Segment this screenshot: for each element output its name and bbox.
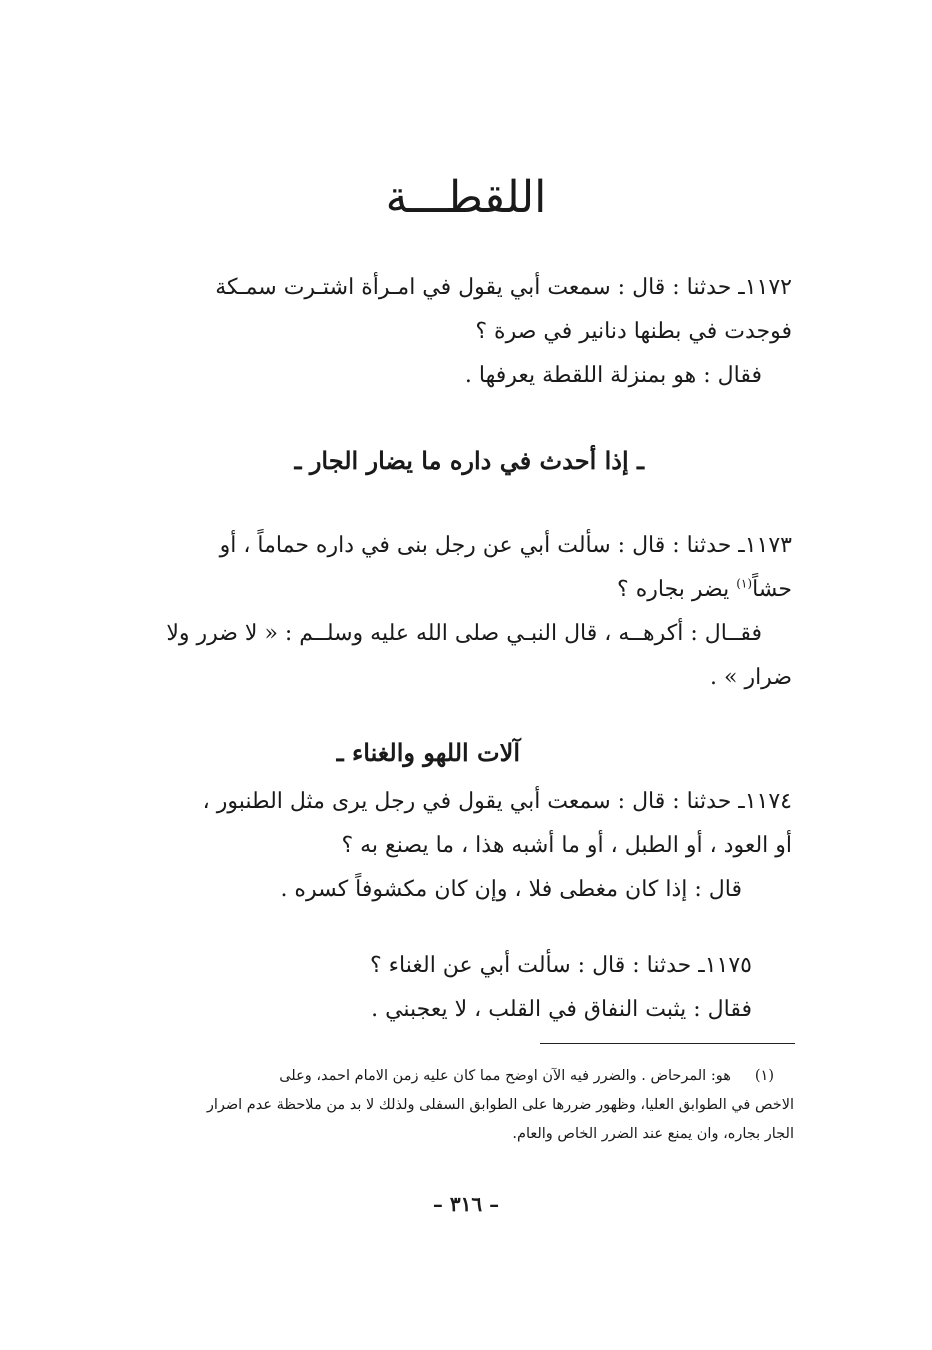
hadith-1173-answer: فقــال : أكرهــه ، قال النبـي صلى الله عليه وسلــم : « لا ضرر ولا xyxy=(166,621,762,646)
footnote-line-2: الاخص في الطوابق العليا، وظهور ضررها على الطوابق السفلى ولذلك لا بد من ملاحظة عدم اضرار xyxy=(206,1097,794,1113)
page-number: – ٣١٦ – xyxy=(432,1192,500,1216)
hadith-1174 xyxy=(132,780,792,912)
footnote-line-1 xyxy=(132,1062,794,1091)
hadith-1173-line-2-rest: يضر بجاره ؟ xyxy=(617,577,737,602)
section-heading-neighbor-harm: ـ إذا أحدث في داره ما يضار الجار ـ xyxy=(294,446,644,475)
hadith-1172 xyxy=(132,266,792,398)
hadith-1175-answer: فقال : يثبت النفاق في القلب ، لا يعجبني . xyxy=(371,997,752,1022)
hadith-1173 xyxy=(132,524,792,700)
hadith-1174-line-2: أو العود ، أو الطبل ، أو ما أشبه هذا ، ما يصنع به ؟ xyxy=(341,833,792,858)
hadith-1173-line-1: ١١٧٣ـ حدثنا : قال : سألت أبي عن رجل بنى في داره حماماً ، أو xyxy=(219,533,792,558)
footnote-separator xyxy=(540,1043,795,1044)
footnote-text-1: هو: المرحاض . والضرر فيه الآن اوضح مما كان عليه زمن الامام احمد، وعلى xyxy=(279,1068,731,1084)
hadith-1175-line-1: ١١٧٥ـ حدثنا : قال : سألت أبي عن الغناء ؟ xyxy=(370,953,752,978)
hadith-1174-line-1: ١١٧٤ـ حدثنا : قال : سمعت أبي يقول في رجل يرى مثل الطنبور ، xyxy=(202,789,792,814)
footnote-number: (١) xyxy=(754,1068,774,1084)
hadith-1172-line-2: فوجدت في بطنها دنانير في صرة ؟ xyxy=(475,319,792,344)
hadith-1173-line-4: ضرار » . xyxy=(710,665,792,690)
footnote xyxy=(132,1062,794,1149)
hadith-1175 xyxy=(132,944,792,1032)
hadith-1174-answer: قال : إذا كان مغطى فلا ، وإن كان مكشوفاً كسره . xyxy=(280,877,742,902)
hadith-1172-line-1: ١١٧٢ـ حدثنا : قال : سمعت أبي يقول في امـرأة اشتـرت سمـكة xyxy=(215,275,792,300)
section-heading-instruments: آلات اللهو والغناء ـ xyxy=(336,738,520,767)
hadith-1173-line-2 xyxy=(132,568,792,612)
footnote-line-3: الجار بجاره، وان يمنع عند الضرر الخاص والعام. xyxy=(512,1126,794,1142)
hadith-1172-answer: فقال : هو بمنزلة اللقطة يعرفها . xyxy=(464,363,762,388)
hadith-1173-word: حشاً xyxy=(752,577,792,602)
footnote-reference: (١) xyxy=(736,576,753,591)
page-title: اللقطـــة xyxy=(385,172,547,223)
